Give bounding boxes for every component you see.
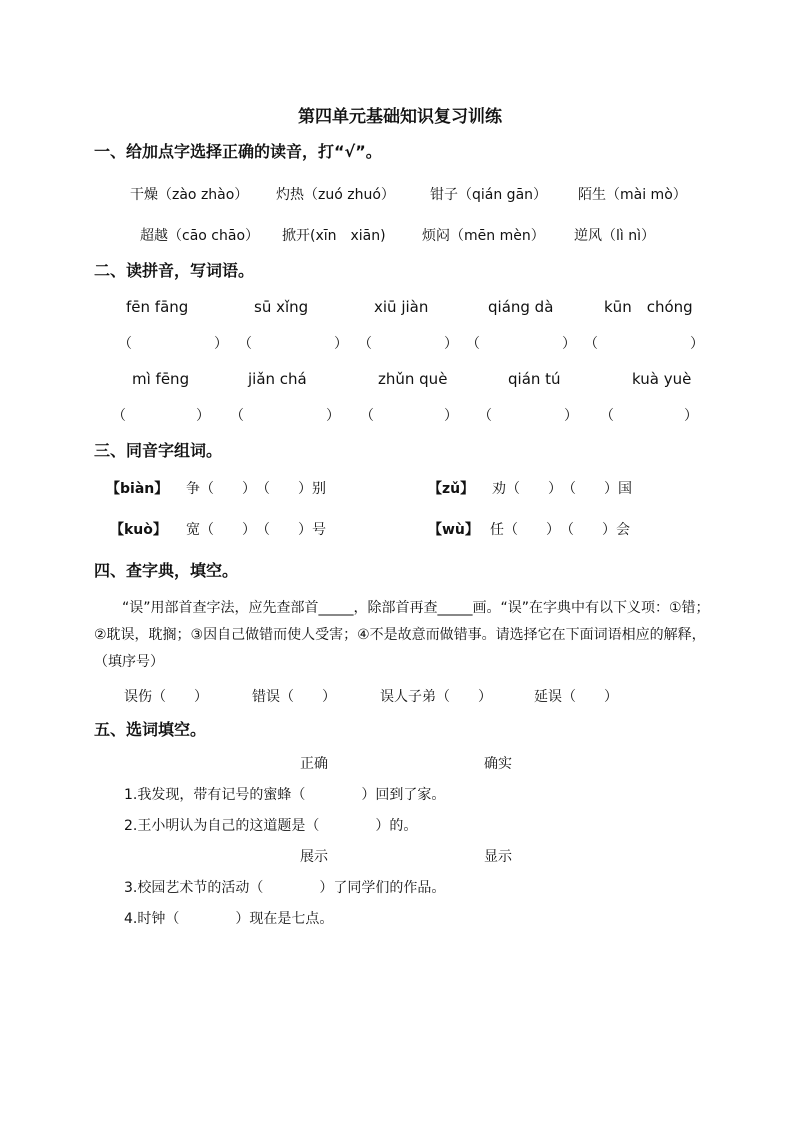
- answer-bracket-close: ）: [326, 408, 340, 424]
- pinyin-label: mì fēng: [132, 370, 190, 388]
- answer-bracket-close: ）: [196, 408, 210, 424]
- word-item: 误伤（ ）: [124, 689, 208, 705]
- pinyin-label: qiáng dà: [488, 298, 554, 316]
- homophone-blanks: 劝（ ） （ ）国: [492, 481, 632, 497]
- question-2: 2.王小明认为自己的这道题是（ ）的。: [124, 818, 418, 834]
- pinyin-label: kuà yuè: [632, 370, 692, 388]
- word-item: 延误（ ）: [534, 689, 618, 705]
- answer-bracket-open: （: [600, 408, 614, 424]
- question-3: 3.校园艺术节的活动（ ）了同学们的作品。: [124, 880, 446, 896]
- answer-bracket-open: （: [358, 336, 372, 352]
- section-3-heading: 三、同音字组词。: [94, 441, 223, 460]
- answer-bracket-open: （: [238, 336, 252, 352]
- reading-item: 灼热（zuó zhuó）: [276, 187, 395, 203]
- answer-bracket-close: ）: [444, 336, 458, 352]
- answer-bracket-open: （: [478, 408, 492, 424]
- pinyin-label: zhǔn què: [378, 370, 448, 388]
- homophone-key: 【biàn】: [106, 481, 169, 497]
- answer-bracket-open: （: [360, 408, 374, 424]
- homophone-blanks: 任（ ） （ ）会: [490, 522, 630, 538]
- word-item: 错误（ ）: [252, 689, 336, 705]
- reading-item: 烦闷（mēn mèn）: [422, 228, 545, 244]
- answer-bracket-open: （: [118, 336, 132, 352]
- homophone-blanks: 宽（ ） （ ）号: [186, 522, 326, 538]
- answer-bracket-close: ）: [690, 336, 704, 352]
- homophone-blanks: 争（ ） （ ）别: [186, 481, 326, 497]
- homophone-key: 【zǔ】: [428, 481, 475, 497]
- choice-word: 确实: [484, 756, 512, 772]
- reading-item: 钳子（qián gān）: [430, 187, 548, 203]
- answer-bracket-close: ）: [214, 336, 228, 352]
- dictionary-paragraph: “误”用部首查字法，应先查部首_____，除部首再查_____画。“误”在字典中有以下义项：①错；②耽误，耽搁；③因自己做错而使人受害；④不是故意而做错事。请选择它在下面词语相应的解释，（填序号）: [94, 600, 710, 670]
- word-item: 误人子弟（ ）: [380, 689, 492, 705]
- answer-bracket-open: （: [584, 336, 598, 352]
- reading-item: 超越（cāo chāo）: [140, 228, 260, 244]
- answer-bracket-close: ）: [562, 336, 576, 352]
- question-1: 1.我发现，带有记号的蜜蜂（ ）回到了家。: [124, 787, 446, 803]
- homophone-key: 【wù】: [428, 522, 479, 538]
- answer-bracket-close: ）: [444, 408, 458, 424]
- answer-bracket-close: ）: [564, 408, 578, 424]
- reading-item: 陌生（mài mò）: [578, 187, 687, 203]
- page-title: 第四单元基础知识复习训练: [298, 107, 502, 127]
- pinyin-label: fēn fāng: [126, 298, 189, 316]
- pinyin-label: xiū jiàn: [374, 298, 429, 316]
- pinyin-label: jiǎn chá: [248, 370, 307, 388]
- answer-bracket-open: （: [112, 408, 126, 424]
- choice-word: 展示: [300, 849, 328, 865]
- section-1-heading: 一、给加点字选择正确的读音，打“√”。: [94, 142, 382, 161]
- choice-word: 显示: [484, 849, 512, 865]
- question-4: 4.时钟（ ）现在是七点。: [124, 911, 334, 927]
- choice-word: 正确: [300, 756, 328, 772]
- answer-bracket-open: （: [466, 336, 480, 352]
- homophone-key: 【kuò】: [110, 522, 167, 538]
- reading-item: 掀开(xīn xiān): [282, 228, 386, 244]
- pinyin-label: qián tú: [508, 370, 561, 388]
- section-5-heading: 五、选词填空。: [94, 720, 207, 739]
- pinyin-label: sū xǐng: [254, 298, 309, 316]
- section-2-heading: 二、读拼音，写词语。: [94, 261, 255, 280]
- pinyin-label: kūn chóng: [604, 298, 693, 316]
- answer-bracket-open: （: [230, 408, 244, 424]
- reading-item: 干燥（zào zhào）: [130, 187, 249, 203]
- answer-bracket-close: ）: [334, 336, 348, 352]
- section-4-heading: 四、查字典，填空。: [94, 561, 239, 580]
- answer-bracket-close: ）: [684, 408, 698, 424]
- reading-item: 逆风（lì nì）: [574, 228, 655, 244]
